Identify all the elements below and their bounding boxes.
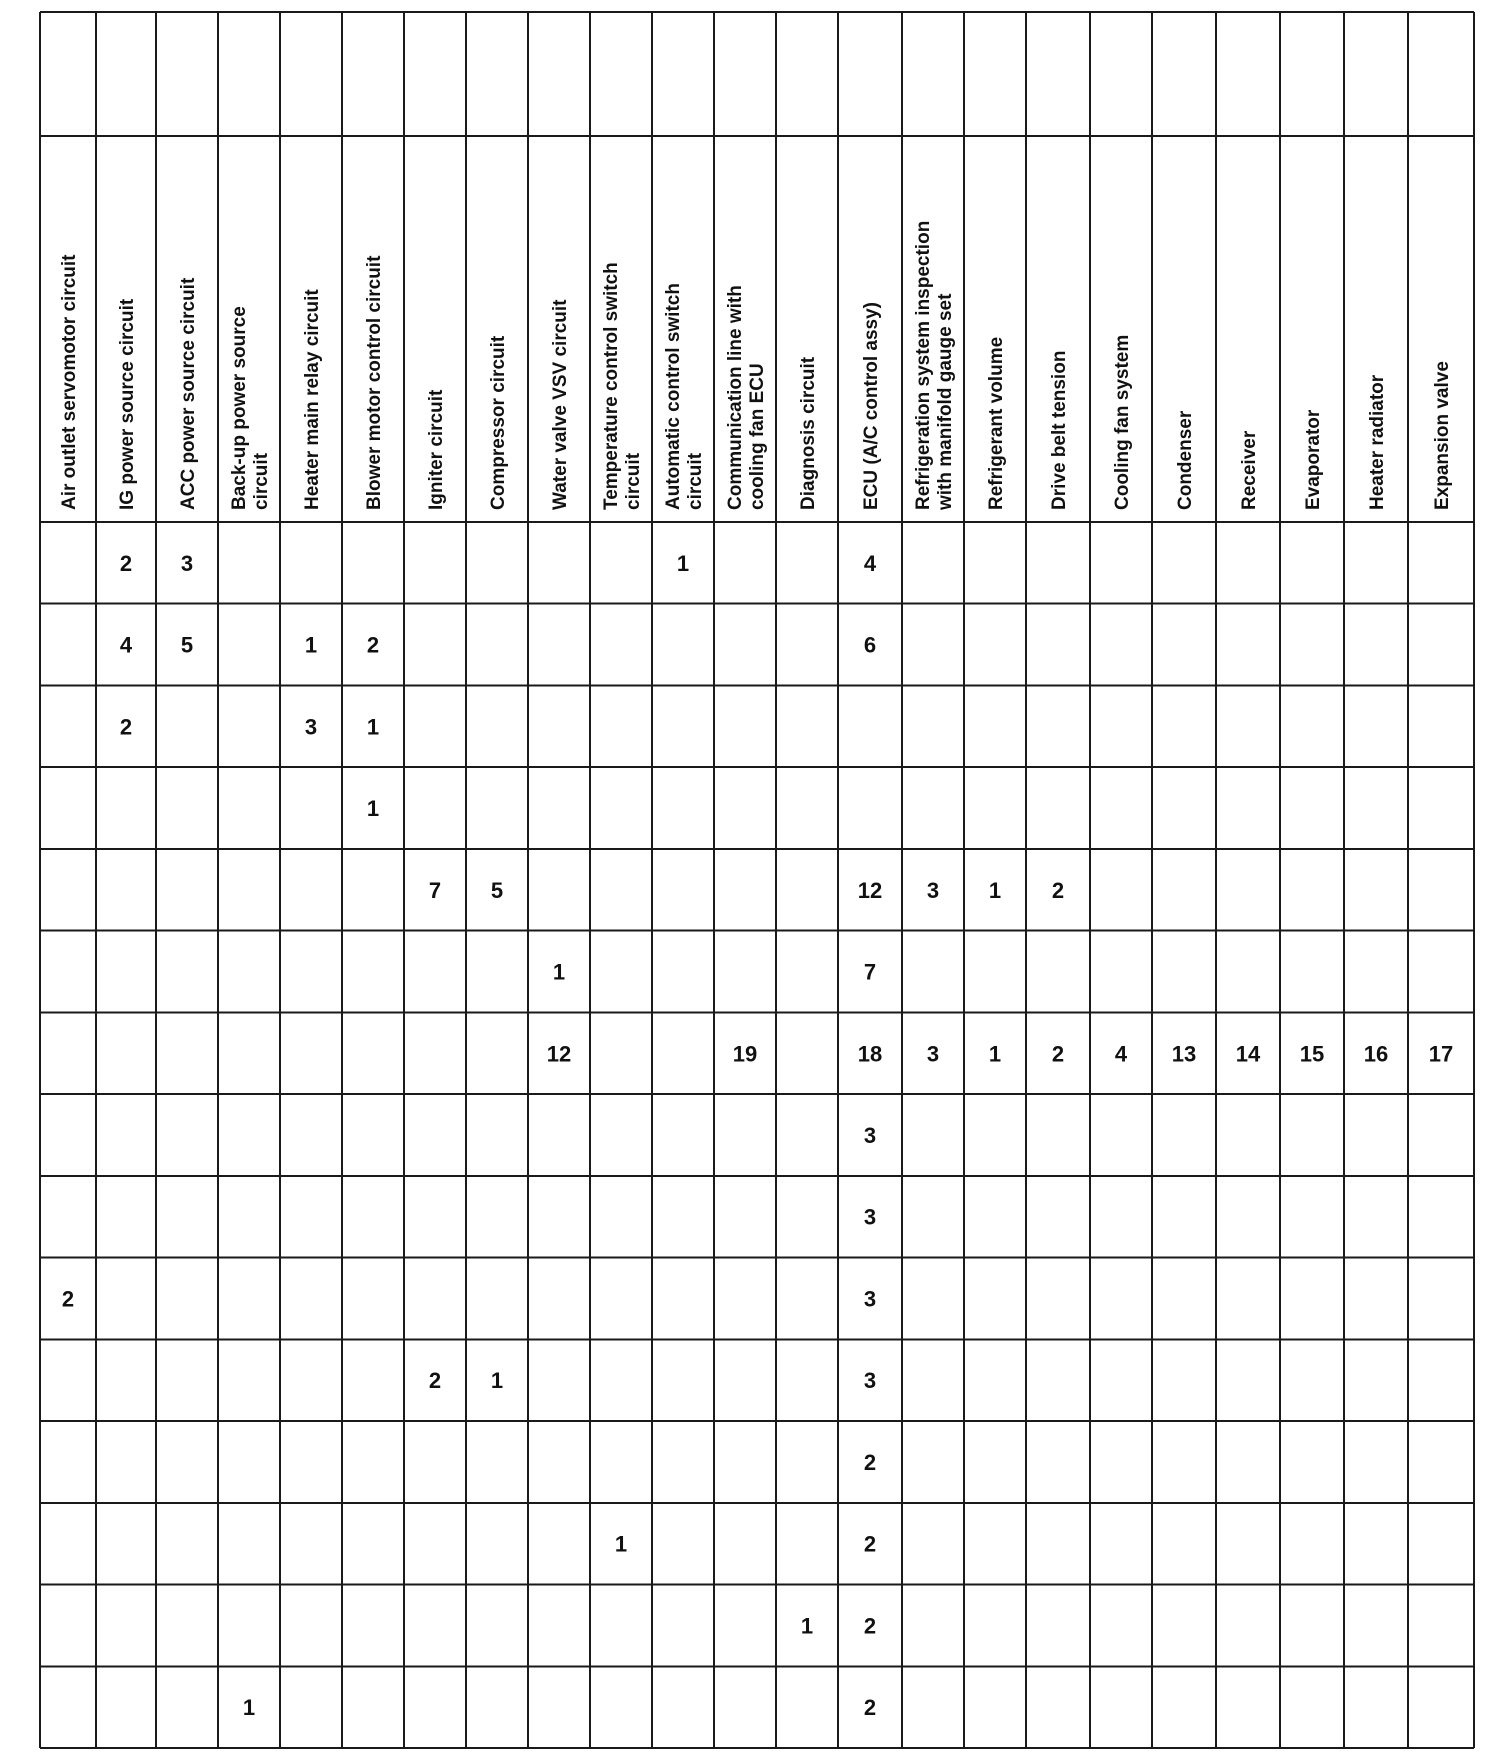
table-cell-value: 1 bbox=[800, 1613, 814, 1639]
table-row bbox=[120, 714, 379, 739]
table-cell-value: 2 bbox=[863, 1695, 877, 1721]
column-header-label: Expansion valve bbox=[1432, 361, 1453, 510]
column-header bbox=[1432, 361, 1453, 510]
column-header bbox=[861, 302, 882, 510]
column-header-label: Diagnosis circuit bbox=[798, 356, 819, 510]
column-header bbox=[913, 221, 956, 511]
table-cell-value: 2 bbox=[863, 1449, 877, 1475]
column-header-label: circuit bbox=[685, 452, 706, 510]
column-header bbox=[1303, 409, 1324, 510]
table-cell-value: 7 bbox=[863, 959, 877, 985]
table-row bbox=[547, 1041, 1453, 1066]
column-header-label: Communication line with bbox=[725, 285, 746, 510]
table-row bbox=[243, 1695, 876, 1720]
column-header-label: Refrigerant volume bbox=[986, 336, 1007, 510]
table-cell-value: 18 bbox=[857, 1041, 883, 1067]
column-header-label: cooling fan ECU bbox=[747, 363, 768, 510]
column-header bbox=[59, 254, 80, 510]
column-header bbox=[426, 389, 447, 510]
column-header bbox=[1367, 374, 1388, 510]
table-row bbox=[120, 551, 877, 576]
table-cell-value: 17 bbox=[1428, 1041, 1454, 1067]
table-cell-value: 1 bbox=[242, 1695, 256, 1721]
column-header bbox=[488, 335, 509, 510]
column-header bbox=[798, 356, 819, 510]
table-cell-value: 15 bbox=[1299, 1041, 1325, 1067]
column-header-label: Water valve VSV circuit bbox=[550, 299, 571, 510]
table-cell-value: 5 bbox=[180, 632, 194, 658]
column-header-label: ECU (A/C control assy) bbox=[861, 302, 882, 510]
column-header bbox=[1112, 335, 1133, 510]
column-header bbox=[178, 277, 199, 510]
column-header bbox=[550, 299, 571, 510]
column-header-label: with manifold gauge set bbox=[935, 293, 956, 510]
column-header-label: Temperature control switch bbox=[601, 262, 622, 510]
table-row bbox=[864, 1205, 876, 1230]
table-cell-value: 2 bbox=[863, 1613, 877, 1639]
column-header-label: circuit bbox=[623, 452, 644, 510]
column-header-label: Condenser bbox=[1175, 410, 1196, 510]
table-cell-value: 3 bbox=[304, 714, 318, 740]
column-header-label: Refrigeration system inspection bbox=[913, 220, 934, 510]
table-cell-value: 3 bbox=[926, 877, 940, 903]
column-header-label: Air outlet servomotor circuit bbox=[59, 254, 80, 510]
table-row bbox=[367, 796, 379, 821]
table-cell-value: 2 bbox=[119, 550, 133, 576]
table-row bbox=[864, 1450, 876, 1475]
table-cell-value: 4 bbox=[119, 632, 133, 658]
table-row bbox=[864, 1123, 876, 1148]
table-cell-value: 1 bbox=[366, 714, 380, 740]
column-headers bbox=[59, 221, 1453, 511]
table-body bbox=[62, 551, 1453, 1720]
column-header-label: Blower motor control circuit bbox=[364, 255, 385, 510]
column-header bbox=[1239, 430, 1260, 510]
table-cell-value: 1 bbox=[988, 877, 1002, 903]
table-cell-value: 5 bbox=[490, 877, 504, 903]
column-header bbox=[364, 255, 385, 510]
column-header bbox=[986, 337, 1007, 510]
column-header-label: IG power source circuit bbox=[117, 298, 138, 510]
table-row bbox=[120, 633, 876, 658]
table-cell-value: 3 bbox=[180, 550, 194, 576]
column-header-label: Automatic control switch bbox=[663, 283, 684, 510]
table-row bbox=[429, 878, 1064, 903]
table-cell-value: 2 bbox=[1051, 1041, 1065, 1067]
table-cell-value: 3 bbox=[863, 1123, 877, 1148]
table-cell-value: 1 bbox=[614, 1531, 628, 1557]
table-cell-value: 1 bbox=[552, 959, 566, 985]
table-cell-value: 12 bbox=[857, 877, 883, 903]
column-header bbox=[601, 262, 644, 510]
column-header-label: Drive belt tension bbox=[1049, 350, 1070, 510]
table-cell-value: 3 bbox=[863, 1204, 877, 1230]
column-header bbox=[663, 283, 706, 510]
table-cell-value: 2 bbox=[1051, 877, 1065, 903]
table-cell-value: 16 bbox=[1363, 1041, 1389, 1067]
column-header-label: circuit bbox=[251, 452, 272, 510]
column-header-label: Receiver bbox=[1239, 430, 1260, 510]
table-cell-value: 3 bbox=[863, 1368, 877, 1394]
column-header-label: Evaporator bbox=[1303, 409, 1324, 510]
column-header bbox=[1049, 351, 1070, 510]
table-cell-value: 12 bbox=[546, 1041, 572, 1067]
table-row bbox=[62, 1286, 876, 1311]
table-cell-value: 2 bbox=[366, 632, 380, 658]
table-row bbox=[615, 1532, 876, 1557]
table-cell-value: 3 bbox=[926, 1041, 940, 1067]
table-cell-value: 1 bbox=[988, 1041, 1002, 1067]
table-cell-value: 2 bbox=[61, 1286, 75, 1312]
column-header-label: Heater main relay circuit bbox=[302, 289, 323, 510]
table-cell-value: 1 bbox=[304, 632, 318, 658]
column-header-label: Cooling fan system bbox=[1112, 334, 1133, 510]
table-cell-value: 7 bbox=[428, 877, 442, 903]
column-header-label: Back-up power source bbox=[229, 306, 250, 510]
column-header bbox=[1175, 410, 1196, 510]
table-cell-value: 6 bbox=[863, 632, 877, 658]
table-cell-value: 1 bbox=[366, 796, 380, 822]
column-header bbox=[725, 285, 768, 510]
table-cell-value: 2 bbox=[863, 1531, 877, 1557]
table-cell-value: 1 bbox=[490, 1368, 504, 1394]
column-header-label: Compressor circuit bbox=[488, 335, 509, 510]
table-cell-value: 4 bbox=[863, 550, 877, 576]
table-cell-value: 2 bbox=[428, 1368, 442, 1394]
table-cell-value: 14 bbox=[1235, 1041, 1261, 1067]
column-header bbox=[117, 298, 138, 510]
column-header bbox=[229, 306, 272, 510]
table-cell-value: 4 bbox=[1114, 1041, 1128, 1067]
table-grid bbox=[40, 12, 1474, 1748]
column-header-label: ACC power source circuit bbox=[178, 277, 199, 510]
table-cell-value: 2 bbox=[119, 714, 133, 740]
table-cell-value: 3 bbox=[863, 1286, 877, 1312]
column-header-label: Heater radiator bbox=[1367, 374, 1388, 510]
table-cell-value: 1 bbox=[676, 550, 690, 576]
table-cell-value: 19 bbox=[732, 1041, 758, 1067]
column-header-label: Igniter circuit bbox=[426, 389, 447, 510]
column-header bbox=[302, 289, 323, 510]
table-cell-value: 13 bbox=[1171, 1041, 1197, 1067]
